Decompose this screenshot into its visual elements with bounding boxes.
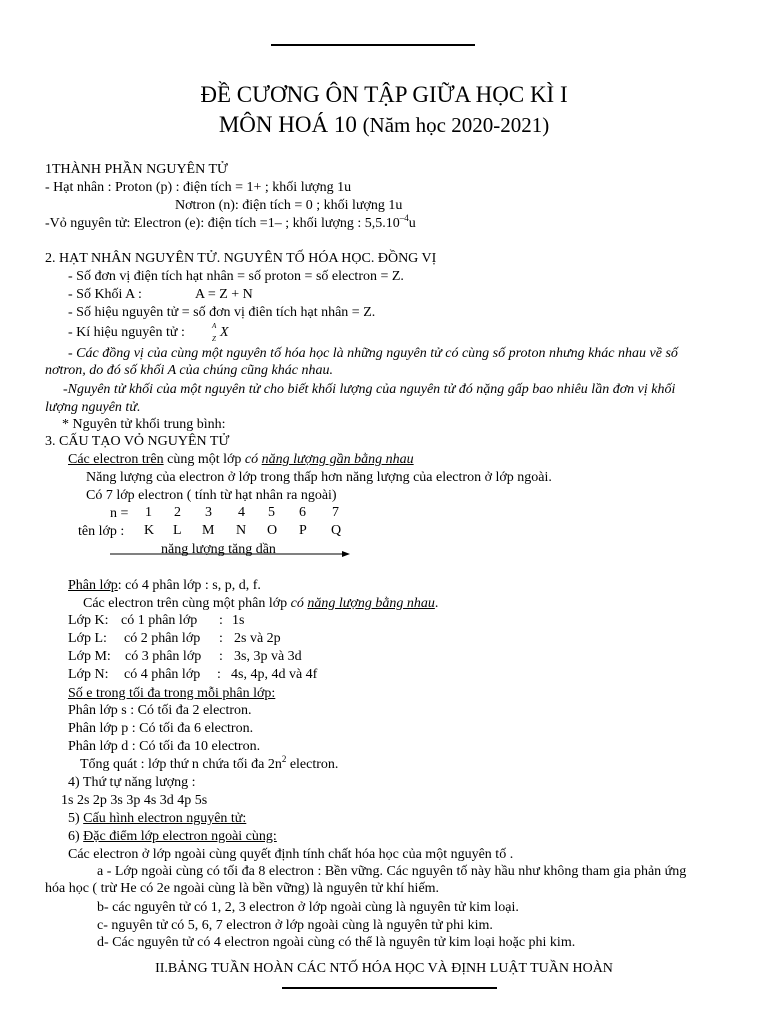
layer-sep: : xyxy=(219,649,223,664)
layer-count: có 2 phân lớp xyxy=(124,631,201,646)
same-sublayer-line xyxy=(83,595,438,612)
electron-mass-unit: u xyxy=(408,216,416,231)
same-sublayer-end: . xyxy=(434,596,439,611)
general-rule-text: Tổng quát : lớp thứ n chứa tối đa 2n xyxy=(80,757,282,772)
outer-layer-title: Đặc điểm lớp electron ngoài cùng: xyxy=(83,829,277,844)
outer-layer-c: c- nguyên tử có 5, 6, 7 electron ở lớp ngoài cùng là nguyên tử phi kim. xyxy=(97,918,493,933)
same-layer-energy: năng lượng gần bằng nhau xyxy=(261,452,414,467)
n-value: 6 xyxy=(299,505,306,520)
energy-comparison-line: Năng lượng của electron ở lớp trong thấp hơn năng lượng của electron ở lớp ngoài. xyxy=(86,470,552,485)
same-layer-underlined: Các electron trên xyxy=(68,452,164,467)
subject-label: MÔN HOÁ 10 xyxy=(218,112,363,137)
layer-list: 1s xyxy=(232,613,245,628)
document-title: ĐỀ CƯƠNG ÔN TẬP GIỮA HỌC KÌ I xyxy=(200,82,568,107)
document-subtitle xyxy=(0,112,768,138)
general-rule-exponent: 2 xyxy=(281,754,287,764)
section-1-heading: 1THÀNH PHẦN NGUYÊN TỬ xyxy=(45,162,228,177)
outer-layer-d: d- Các nguyên tử có 4 electron ngoài cùng có thể là nguyên tử kim loại hoặc phi kim. xyxy=(97,935,576,950)
energy-order-heading: 4) Thứ tự năng lượng : xyxy=(68,775,196,790)
atomic-number-line: - Số hiệu nguyên tử = số đơn vị điên tích hạt nhân = Z. xyxy=(68,305,376,320)
symbol-mass-number: A xyxy=(212,322,217,330)
symbol-element: X xyxy=(220,325,229,340)
isotope-line-2: nơtron, do đó số khối A của chúng cũng khác nhau. xyxy=(45,363,333,378)
section-ii-heading: II.BẢNG TUẦN HOÀN CÁC NTỐ HÓA HỌC VÀ ĐỊNH LUẬT TUẦN HOÀN xyxy=(155,961,613,976)
shell-row-label: tên lớp : xyxy=(78,524,125,539)
electron-config-heading xyxy=(68,810,246,827)
school-year: (Năm học 2020-2021) xyxy=(362,113,550,137)
nucleus-proton-line: - Hạt nhân : Proton (p) : điện tích = 1+ ; khối lượng 1u xyxy=(45,180,352,195)
electron-config-title: Cấu hình electron nguyên tử: xyxy=(83,811,247,826)
n-row-label: n = xyxy=(110,506,129,521)
atomic-symbol-label: - Kí hiệu nguyên tử : xyxy=(68,325,185,340)
shell-name: P xyxy=(299,523,307,538)
section-2-heading: 2. HẠT NHÂN NGUYÊN TỬ. NGUYÊN TỐ HÓA HỌC. ĐỒNG VỊ xyxy=(45,251,437,266)
electron-config-number: 5) xyxy=(68,811,84,826)
n-value: 2 xyxy=(174,505,181,520)
shell-name: M xyxy=(202,523,215,538)
n-value: 1 xyxy=(145,505,152,520)
energy-order-sequence: 1s 2s 2p 3s 3p 4s 3d 4p 5s xyxy=(61,793,208,808)
section-3-heading: 3. CẤU TẠO VỎ NGUYÊN TỬ xyxy=(45,434,230,449)
energy-arrow-label: năng lượng tăng dần xyxy=(161,542,276,557)
layer-name: Lớp N: xyxy=(68,667,109,682)
max-d-line: Phân lớp d : Có tối đa 10 electron. xyxy=(68,739,261,754)
seven-layers-line: Có 7 lớp electron ( tính từ hạt nhân ra ngoài) xyxy=(86,488,337,503)
layer-count: có 3 phân lớp xyxy=(125,649,202,664)
top-divider xyxy=(271,44,475,46)
layer-sep: : xyxy=(219,613,223,628)
layer-count: có 4 phân lớp xyxy=(124,667,201,682)
outer-layer-heading xyxy=(68,828,277,845)
shell-electron-line xyxy=(45,215,416,232)
mass-number-label: - Số Khối A : xyxy=(68,287,142,302)
average-mass-line: * Nguyên tử khối trung bình: xyxy=(62,417,226,432)
layer-list: 2s và 2p xyxy=(234,631,281,646)
general-rule-end: electron. xyxy=(286,757,339,772)
layer-name: Lớp K: xyxy=(68,613,109,628)
nuclear-charge-line: - Số đơn vị điện tích hạt nhân = số proton = số electron = Z. xyxy=(68,269,404,284)
shell-name: L xyxy=(173,523,182,538)
outer-layer-number: 6) xyxy=(68,829,84,844)
sublayer-term: Phân lớp xyxy=(68,578,118,593)
atomic-symbol xyxy=(212,322,229,343)
layer-name: Lớp M: xyxy=(68,649,111,664)
n-value: 7 xyxy=(332,505,339,520)
nucleus-neutron-line: Nơtron (n): điện tích = 0 ; khối lượng 1u xyxy=(175,198,403,213)
sublayer-line xyxy=(68,577,261,594)
symbol-atomic-number: Z xyxy=(212,335,216,343)
isotope-line-1: - Các đồng vị của cùng một nguyên tố hóa học là những nguyên tử có cùng số proton nhưng khác nhau về số xyxy=(68,346,678,361)
outer-layer-a-line-1: a - Lớp ngoài cùng có tối đa 8 electron : Bền vững. Các nguyên tố này hầu như không tham gia phản ứng xyxy=(97,864,687,879)
max-electrons-heading: Số e trong tối đa trong mỗi phân lớp: xyxy=(68,686,276,701)
same-layer-mid: cùng một lớp xyxy=(163,452,245,467)
layer-count: có 1 phân lớp xyxy=(121,613,198,628)
electron-mass-text: -Vỏ nguyên tử: Electron (e): điện tích =1– ; khối lượng : 5,5.10 xyxy=(45,216,400,231)
n-value: 5 xyxy=(268,505,275,520)
layer-list: 3s, 3p và 3d xyxy=(234,649,302,664)
max-p-line: Phân lớp p : Có tối đa 6 electron. xyxy=(68,721,254,736)
layer-list: 4s, 4p, 4d và 4f xyxy=(231,667,318,682)
layer-name: Lớp L: xyxy=(68,631,107,646)
shell-name: O xyxy=(267,523,278,538)
same-layer-italic: có xyxy=(244,452,262,467)
n-value: 4 xyxy=(238,505,245,520)
shell-name: N xyxy=(236,523,247,538)
layer-sep: : xyxy=(219,631,223,646)
same-sublayer-italic: có xyxy=(290,596,308,611)
shell-name: K xyxy=(144,523,155,538)
bottom-divider xyxy=(282,987,497,989)
outer-layer-intro: Các electron ở lớp ngoài cùng quyết định tính chất hóa học của một nguyên tố . xyxy=(68,847,514,862)
outer-layer-a-line-2: hóa học ( trừ He có 2e ngoài cùng là bền vững) là nguyên tử khí hiếm. xyxy=(45,881,440,896)
same-sublayer-text: Các electron trên cùng một phân lớp xyxy=(83,596,291,611)
atomic-mass-line-1: -Nguyên tử khối của một nguyên tử cho biết khối lượng của nguyên tử đó nặng gấp bao nhiêu lần đơn vị khối xyxy=(63,382,676,397)
layer-sep: : xyxy=(217,667,221,682)
same-layer-line xyxy=(68,451,414,468)
sublayer-desc: : có 4 phân lớp : s, p, d, f. xyxy=(117,578,261,593)
electron-mass-exponent: –4 xyxy=(399,213,409,223)
outer-layer-b: b- các nguyên tử có 1, 2, 3 electron ở lớp ngoài cùng là nguyên tử kim loại. xyxy=(97,900,519,915)
shell-name: Q xyxy=(331,523,342,538)
atomic-symbol-notation xyxy=(212,322,229,343)
mass-number-formula: A = Z + N xyxy=(195,287,253,302)
atomic-mass-line-2: lượng nguyên tử. xyxy=(45,400,141,415)
max-s-line: Phân lớp s : Có tối đa 2 electron. xyxy=(68,703,252,718)
same-sublayer-energy: năng lượng bằng nhau xyxy=(307,596,435,611)
general-rule-line xyxy=(80,756,338,773)
n-value: 3 xyxy=(205,505,212,520)
